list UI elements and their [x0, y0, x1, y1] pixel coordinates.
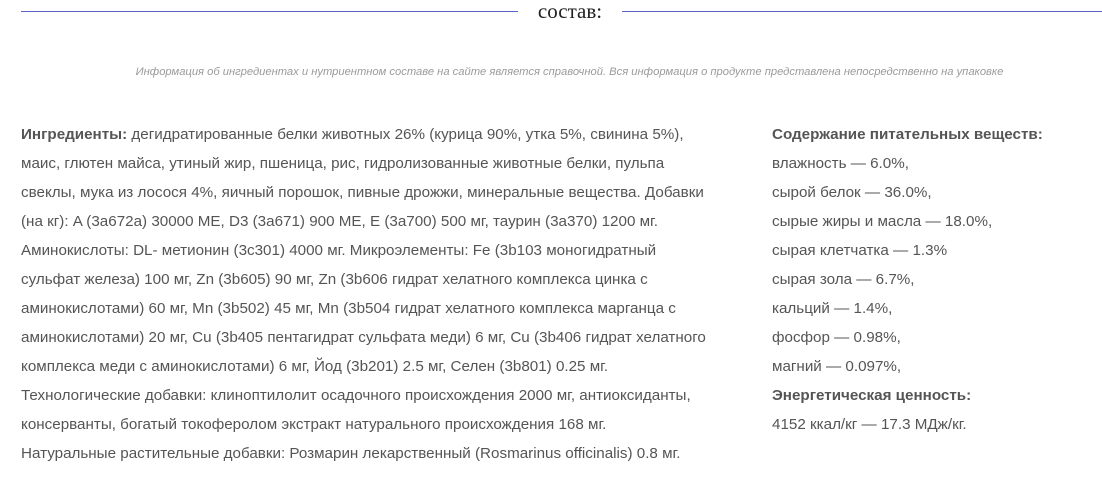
ingredients-line: аминокислотами) 60 мг, Mn (3b502) 45 мг, Mn (3b504 гидрат хелатного комплекса марганца с — [21, 300, 676, 317]
ingredients-line: свеклы, мука из лосося 4%, яичный порошок, пивные дрожжи, минеральные вещества. Добавки — [21, 184, 704, 201]
section-title: состав: — [537, 0, 603, 23]
ingredients-line: сульфат железа) 100 мг, Zn (3b605) 90 мг, Zn (3b606 гидрат хелатного комплекса цинка с — [21, 271, 648, 288]
disclaimer-text: Информация об ингредиентах и нутриентном составе на сайте является справочной. Вся информация о продукте представлена непосредственно на упаковке — [135, 66, 1004, 78]
ingredients-line: комплекса меди с аминокислотами) 6 мг, Йод (3b201) 2.5 мг, Селен (3b801) 0.25 мг. — [21, 358, 609, 375]
nutrient-item: сырая зола — 6.7%, — [772, 271, 915, 288]
ingredients-text: дегидратированные белки животных 26% (курица 90%, утка 5%, свинина 5%), — [127, 126, 684, 143]
divider-right — [622, 11, 1102, 12]
ingredients-line: (на кг): A (3a672a) 30000 ME, D3 (3a671) 900 ME, E (3a700) 500 мг, таурин (3a370) 1200 мг. — [21, 213, 658, 230]
ingredients-line: Технологические добавки: клиноптилолит осадочного происхождения 2000 мг, антиоксиданты, — [21, 387, 691, 404]
energy-value: 4152 ккал/кг — 17.3 МДж/кг. — [772, 416, 967, 433]
energy-heading: Энергетическая ценность: — [772, 387, 972, 404]
divider-left — [21, 11, 518, 12]
nutrient-item: кальций — 1.4%, — [772, 300, 893, 317]
nutrient-item: магний — 0.097%, — [772, 358, 902, 375]
ingredients-line — [21, 120, 751, 149]
nutrient-item: сырая клетчатка — 1.3% — [772, 242, 948, 259]
ingredients-line: аминокислотами) 20 мг, Cu (3b405 пентагидрат сульфата меди) 6 мг, Cu (3b406 гидрат хелатного — [21, 329, 706, 346]
nutrients-heading: Содержание питательных веществ: — [772, 126, 1043, 143]
section-header — [0, 0, 1102, 26]
ingredients-label: Ингредиенты: — [21, 126, 128, 143]
ingredients-line: маис, глютен майса, утиный жир, пшеница, рис, гидролизованные животные белки, пульпа — [21, 155, 665, 172]
ingredients-block — [21, 120, 751, 468]
nutrient-item: сырые жиры и масла — 18.0%, — [772, 213, 993, 230]
ingredients-line: Аминокислоты: DL- метионин (3c301) 4000 мг. Микроэлементы: Fe (3b103 моногидратный — [21, 242, 657, 259]
nutrient-item: фосфор — 0.98%, — [772, 329, 901, 346]
ingredients-line: консерванты, богатый токоферолом экстракт натурального происхождения 168 мг. — [21, 416, 607, 433]
ingredients-line: Натуральные растительные добавки: Розмарин лекарственный (Rosmarinus officinalis) 0.8 мг. — [21, 445, 681, 462]
nutrient-item: сырой белок — 36.0%, — [772, 184, 932, 201]
nutrient-item: влажность — 6.0%, — [772, 155, 909, 172]
nutrients-block — [772, 120, 1092, 439]
